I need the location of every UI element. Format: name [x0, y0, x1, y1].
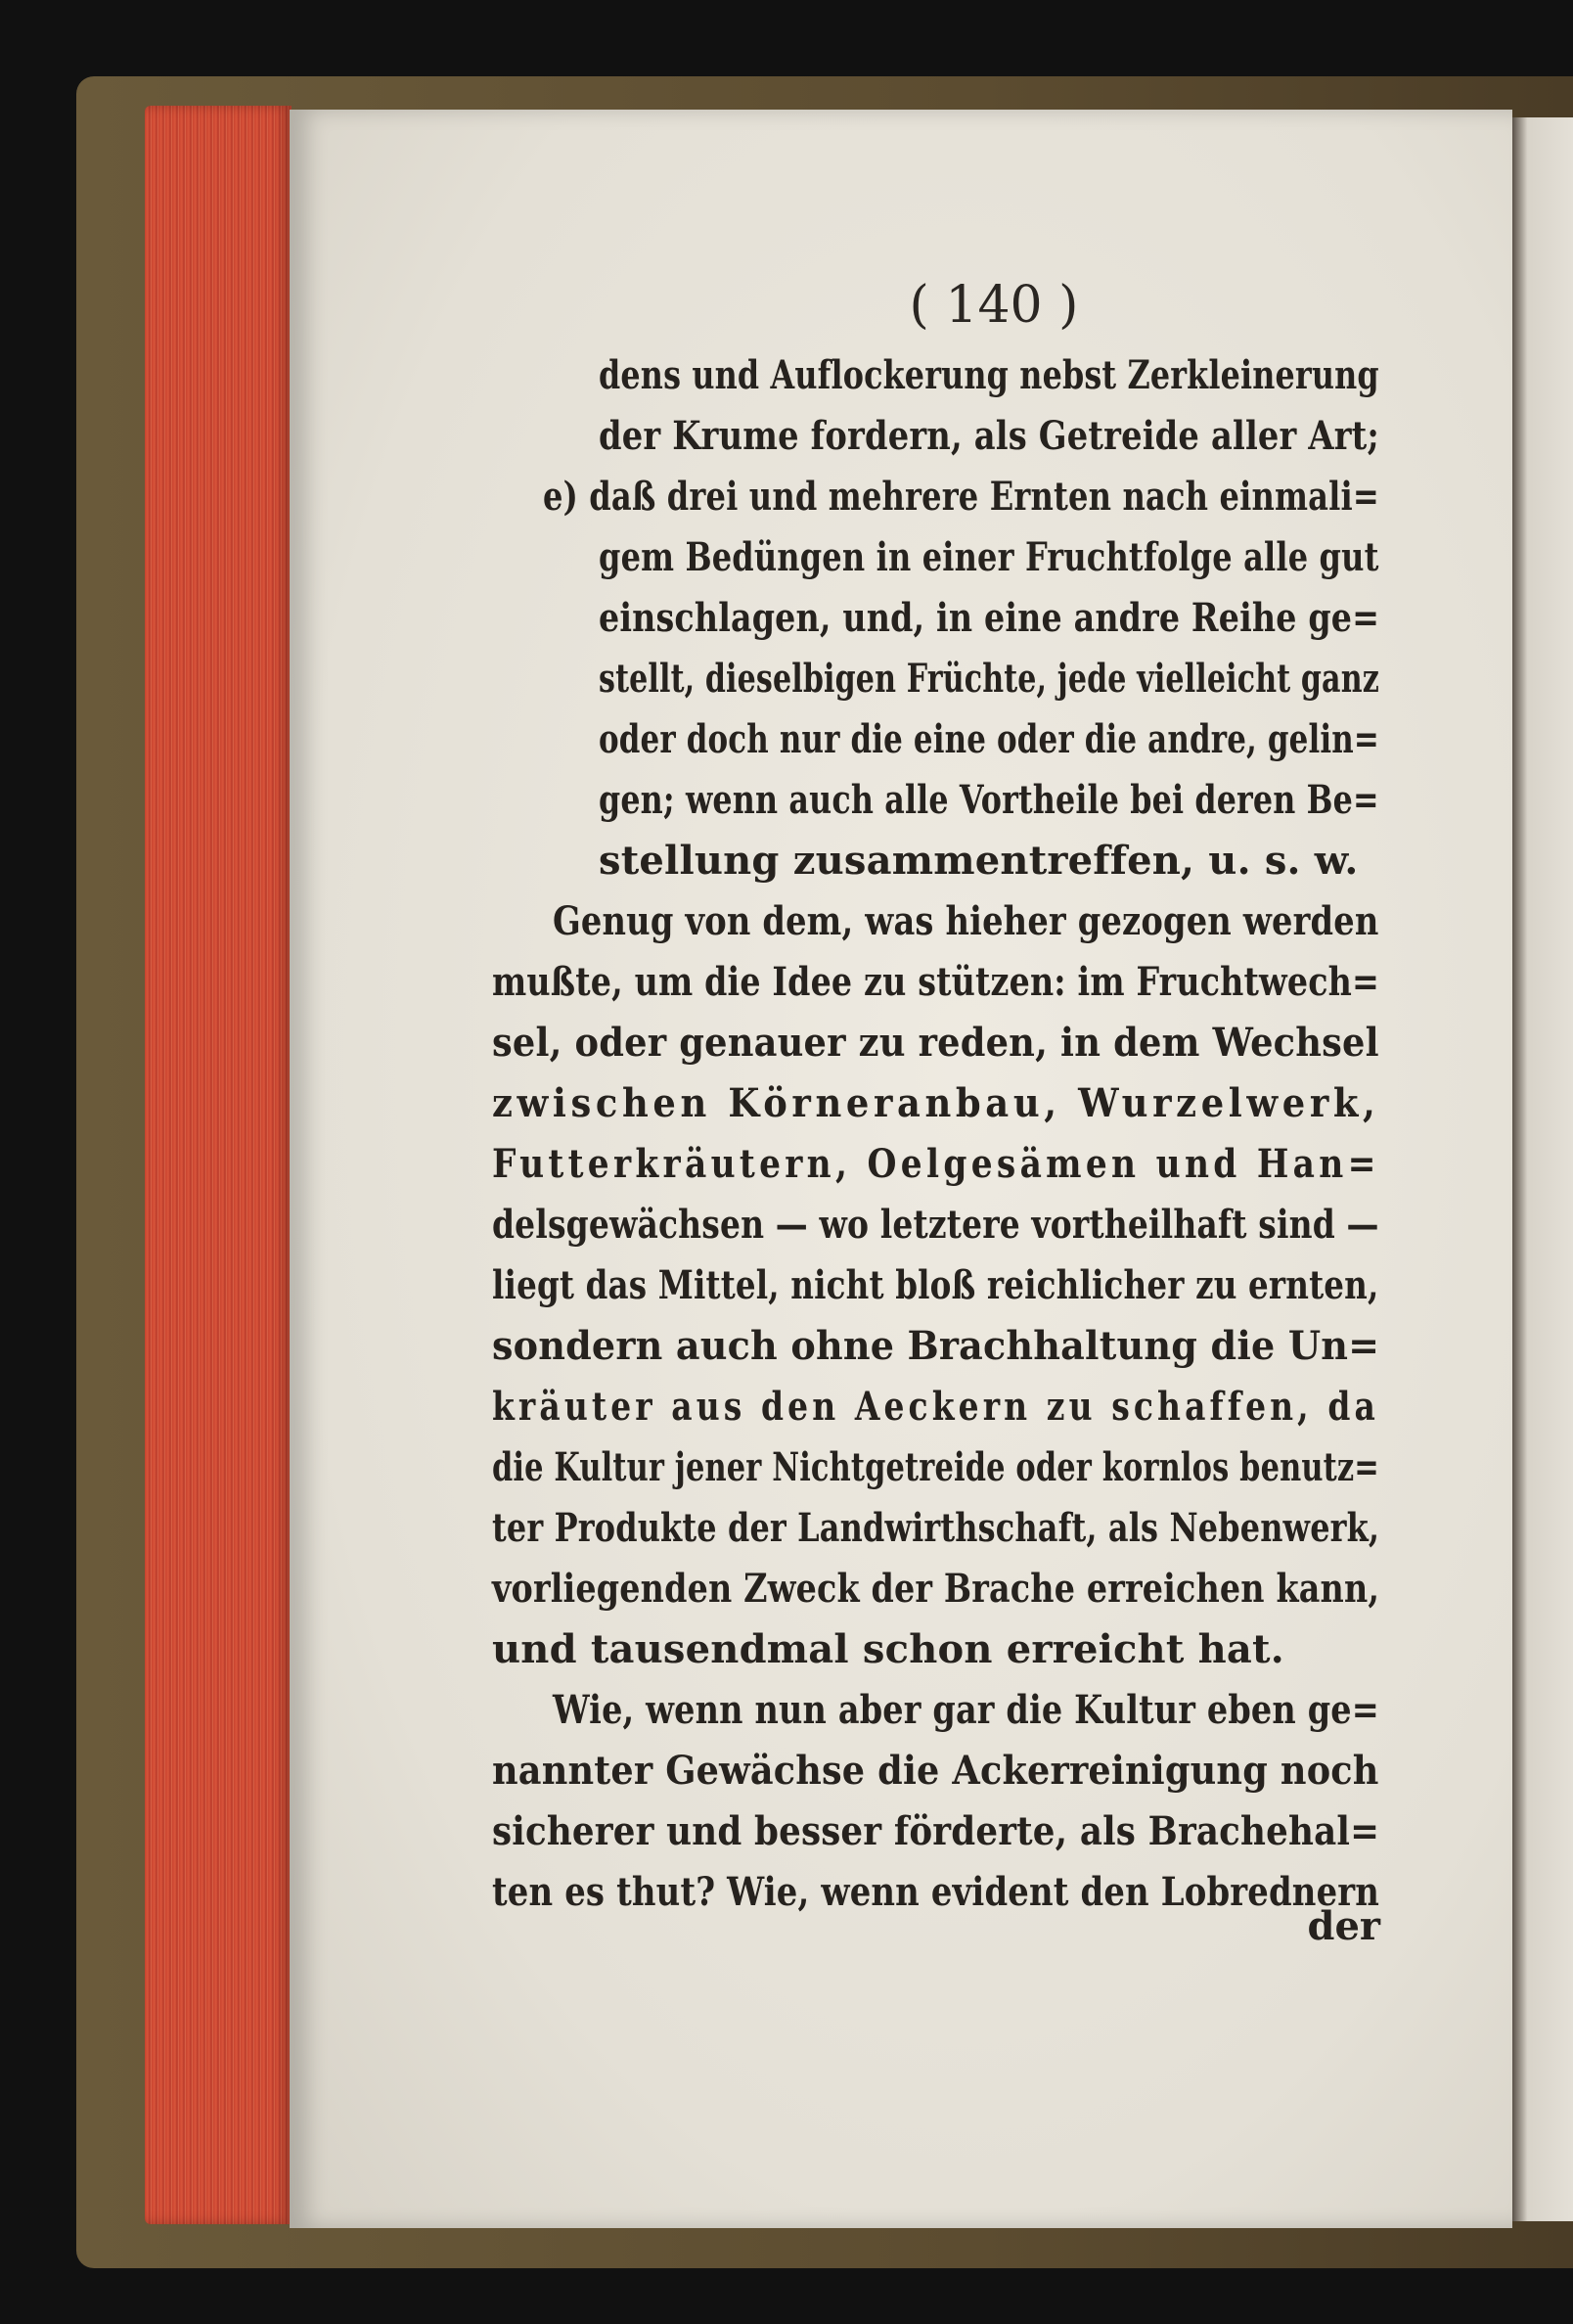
text-line: gen; wenn auch alle Vortheile bei deren Be= [599, 777, 1379, 823]
text-line: einschlagen, und, in eine andre Reihe ge= [599, 595, 1380, 641]
text-line: liegt das Mittel, nicht bloß reichlicher zu ernten, [492, 1262, 1379, 1308]
text-line: ter Produkte der Landwirthschaft, als Nebenwerk, [492, 1505, 1380, 1551]
text-line: ten es thut? Wie, wenn evident den Lobrednern [492, 1869, 1380, 1915]
text-line: Wie, wenn nun aber gar die Kultur eben ge= [553, 1687, 1380, 1733]
text-line: e) daß drei und mehrere Ernten nach einmali= [543, 474, 1379, 520]
text-line: sondern auch ohne Brachhaltung die Un= [492, 1323, 1380, 1369]
text-line: der Krume fordern, als Getreide aller Art; [599, 413, 1380, 459]
text-line: delsgewächsen — wo letztere vortheilhaft sind — [492, 1202, 1379, 1248]
text-line: gem Bedüngen in einer Fruchtfolge alle gut [599, 534, 1379, 580]
text-line: Futterkräutern, Oelgesämen und Han= [492, 1141, 1380, 1187]
page-text [0, 352, 1573, 1957]
text-line: dens und Auflockerung nebst Zerkleinerung [599, 352, 1379, 398]
text-line: sel, oder genauer zu reden, in dem Wechsel [492, 1020, 1379, 1066]
text-line: sicherer und besser förderte, als Brachehal= [492, 1808, 1380, 1854]
text-line: stellung zusammentreffen, u. s. w. [599, 838, 1359, 884]
text-line: kräuter aus den Aeckern zu schaffen, da [492, 1384, 1379, 1430]
text-line: nannter Gewächse die Ackerreinigung noch [492, 1748, 1379, 1794]
catchword: der [1307, 1903, 1380, 1949]
text-line: zwischen Körneranbau, Wurzelwerk, [492, 1080, 1380, 1126]
page-number: ( 140 ) [909, 276, 1079, 335]
text-line: vorliegenden Zweck der Brache erreichen kann, [492, 1566, 1380, 1612]
text-line: stellt, dieselbigen Früchte, jede vielleicht ganz [599, 656, 1379, 702]
text-line: mußte, um die Idee zu stützen: im Fruchtwech= [492, 959, 1380, 1005]
text-line: Genug von dem, was hieher gezogen werden [553, 898, 1379, 944]
text-line: oder doch nur die eine oder die andre, gelin= [599, 716, 1379, 762]
text-line: und tausendmal schon erreicht hat. [492, 1626, 1284, 1672]
text-line: die Kultur jener Nichtgetreide oder kornlos benutz= [492, 1444, 1379, 1490]
